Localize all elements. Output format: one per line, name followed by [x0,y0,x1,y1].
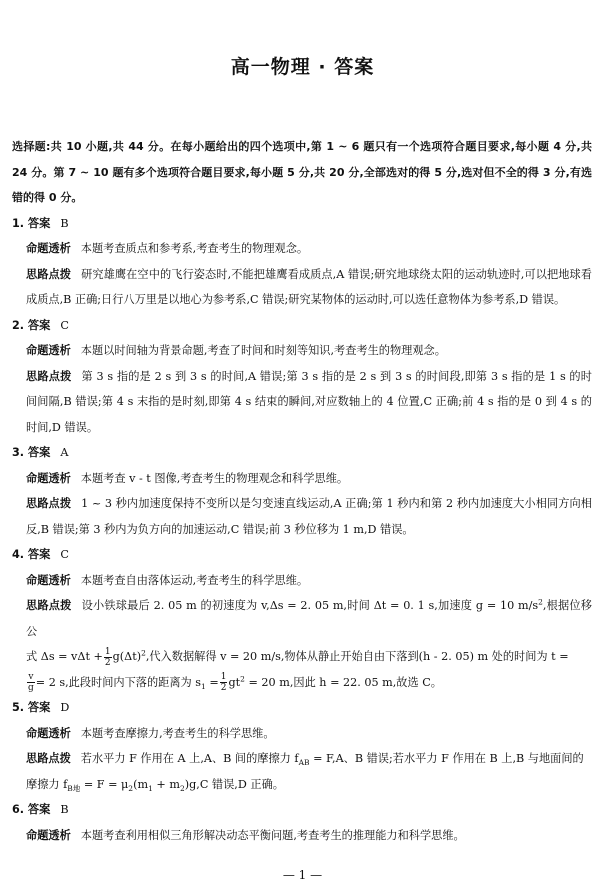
fraction-denominator: 2 [104,657,111,668]
analysis-text: 本题以时间轴为背景命题,考查了时间和时刻等知识,考查考生的物理观念。 [80,344,446,357]
fraction-one-half [220,672,228,693]
subscript: 1 [148,783,153,793]
question-4-hint [12,593,592,644]
subscript: B地 [67,783,81,793]
question-6-header [12,797,592,823]
hint-text-b2: = F = μ [80,777,129,791]
question-5-hint-line-2 [12,772,592,798]
hint-text-c4: = 20 m,因此 h = 22. 05 m,故选 C。 [244,675,442,689]
hint-text-c1: = 2 s,此段时间内下落的距离为 s [35,675,202,689]
question-4-header [12,542,592,568]
question-4-answer: C [60,548,69,561]
superscript: 2 [141,648,146,658]
analysis-text: 本题考查利用相似三角形解决动态平衡问题,考查考生的推理能力和科学思维。 [80,828,465,842]
page-number: — 1 — [282,868,323,882]
question-6-answer: B [60,803,69,816]
analysis-text: 本题考查自由落体运动,考查考生的科学思维。 [80,573,309,587]
question-3-hint [12,491,592,542]
hint-text-a2: ,根据位移公 [26,599,592,638]
fraction-numerator: 1 [220,672,227,682]
fraction-numerator: v [28,672,34,682]
question-2-label: 2. 答案 [12,318,51,332]
question-4-analysis [12,568,592,594]
question-3-header [12,440,592,466]
subscript: AB [298,758,310,768]
question-2-header [12,313,592,339]
hint-label: 思路点拨 [26,497,72,510]
hint-text-b3: (m [133,777,149,791]
question-6-analysis [12,823,592,849]
hint-text-b4: + m [152,777,180,791]
section-intro: 选择题:共 10 小题,共 44 分。在每小题给出的四个选项中,第 1 ~ 6 题只有一个选项符合题目要求,每小题 4 分,共 24 分。第 7 ~ 10 题有多个选项符合题目要求,每小题 5 分,共 20 分,全部选对的得 5 分,选对但不全的得 3 分,有选错的得 0 分。 [12,140,592,204]
hint-label: 思路点拨 [26,369,72,383]
question-1-hint [12,262,592,313]
analysis-label: 命题透析 [26,344,71,357]
fraction-one-half [104,647,112,668]
hint-text-a: 若水平力 F 作用在 A 上,A、B 间的摩擦力 f [80,752,299,765]
analysis-label: 命题透析 [26,828,71,842]
superscript: 2 [538,597,543,607]
question-4-hint-line-3 [12,670,592,696]
hint-label: 思路点拨 [26,599,72,612]
question-5-hint [12,746,592,772]
question-5-analysis [12,721,592,747]
question-5-label: 5. 答案 [12,701,51,714]
analysis-text: 本题考查质点和参考系,考查考生的物理观念。 [80,242,309,255]
fraction-denominator: 2 [220,683,227,693]
superscript: 2 [240,673,245,683]
question-3-analysis [12,466,592,492]
analysis-label: 命题透析 [26,242,71,255]
subscript: 2 [179,783,185,793]
answer-content [12,134,592,848]
subscript: 1 [201,681,206,691]
analysis-label: 命题透析 [26,573,71,587]
hint-text-b1: 摩擦力 f [26,777,68,791]
question-2-analysis [12,338,592,364]
fraction-numerator: 1 [104,646,111,657]
hint-label: 思路点拨 [26,267,72,281]
hint-text-a: 设小铁球最后 2. 05 m 的初速度为 v,Δs = 2. 05 m,时间 Δt = 0. 1 s,加速度 g = 10 m/s [81,599,539,612]
question-3-label: 3. 答案 [12,446,51,459]
hint-text-c3: gt [228,675,241,689]
fraction-v-over-g [27,672,35,693]
question-1-header [12,211,592,237]
question-4-hint-line-2 [12,644,592,670]
question-1-label: 1. 答案 [12,216,51,230]
hint-text-b5: )g,C 错误,D 正确。 [184,777,284,791]
question-5-answer: D [60,701,70,714]
hint-text: 研究雄鹰在空中的飞行姿态时,不能把雄鹰看成质点,A 错误;研究地球绕太阳的运动轨迹时,可以把地球看成质点,B 正确;日行八万里是以地心为参考系,C 错误;研究某物体的运动时,可以选任意物体为参考系,D 错误。 [26,267,592,306]
page-title: 高一物理 · 答案 [230,56,375,78]
fraction-denominator: g [28,683,34,693]
hint-text: 1 ~ 3 秒内加速度保持不变所以是匀变速直线运动,A 正确;第 1 秒内和第 2 秒内加速度大小相同方向相反,B 错误;第 3 秒内为负方向的加速运动,C 错误;前 3 秒位移为 1 m,D 错误。 [26,497,592,536]
question-2-answer: C [60,318,69,332]
analysis-text: 本题考查 v - t 图像,考查考生的物理观念和科学思维。 [80,471,349,485]
question-3-answer: A [60,446,69,459]
question-4-label: 4. 答案 [12,548,51,561]
analysis-label: 命题透析 [26,471,71,485]
question-1-answer: B [60,216,69,230]
hint-text-b1: 式 Δs = vΔt + [26,650,103,663]
hint-text-b3: ,代入数据解得 v = 20 m/s,物体从静止开始自由下落到(h - 2. 05) m 处的时间为 t = [145,650,569,663]
analysis-text: 本题考查摩擦力,考查考生的科学思维。 [80,726,275,740]
question-6-label: 6. 答案 [12,803,51,816]
hint-label: 思路点拨 [26,752,71,765]
hint-text-b2: g(Δt) [112,650,142,663]
analysis-label: 命题透析 [26,726,71,740]
hint-text-a2: = F,A、B 错误;若水平力 F 作用在 B 上,B 与地面间的 [309,752,584,765]
question-2-hint [12,364,592,441]
subscript: 2 [128,783,134,793]
hint-text: 第 3 s 指的是 2 s 到 3 s 的时间,A 错误;第 3 s 指的是 2 s 到 3 s 的时间段,即第 3 s 指的是 1 s 的时间间隔,B 错误;第 4 s 末指的是时刻,即第 4 s 结束的瞬间,对应数轴上的 4 位置,C 正确;前 4 s 指的是 0 到 4 s 的时间,D 错误。 [26,369,592,434]
hint-text-c2: = [205,675,219,689]
question-5-header [12,695,592,721]
question-1-analysis [12,236,592,262]
